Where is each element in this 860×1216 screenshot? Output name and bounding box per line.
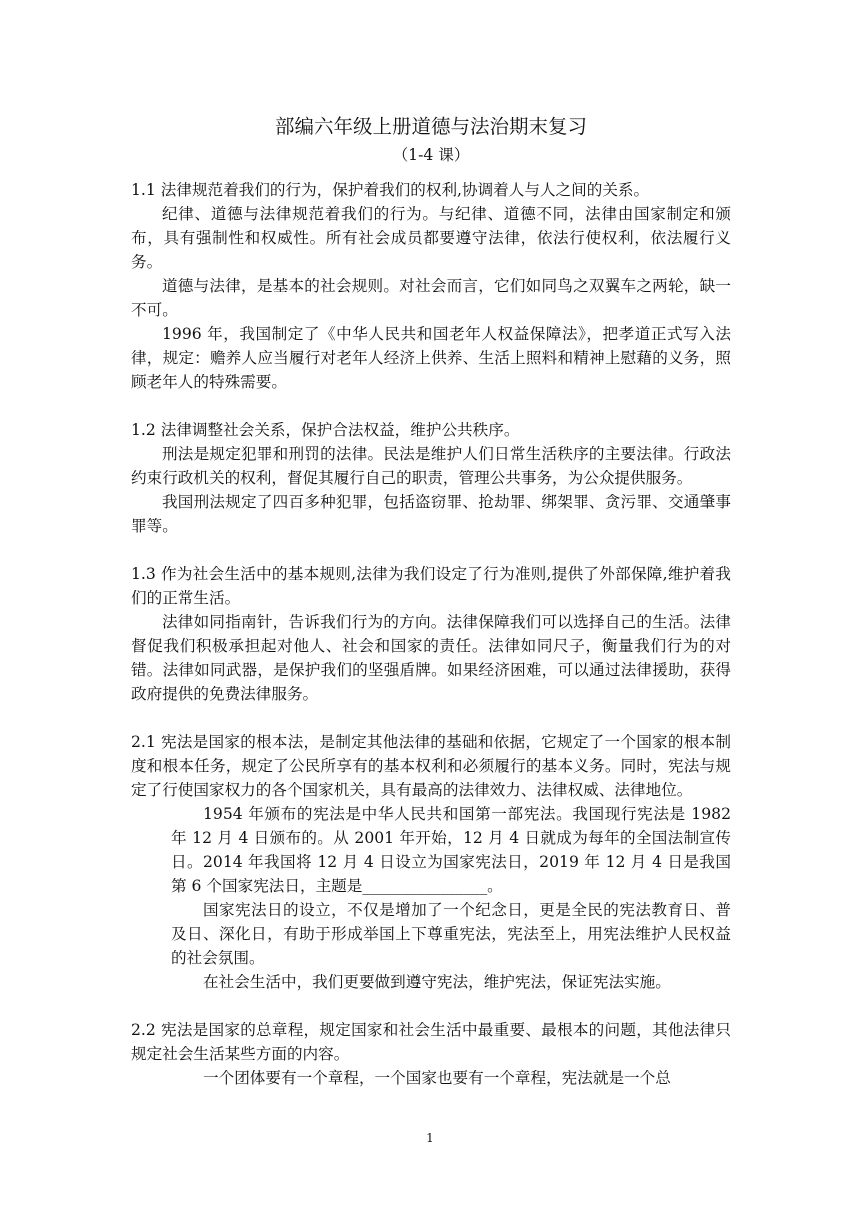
section-heading: 1.3 作为社会生活中的基本规则,法律为我们设定了行为准则,提供了外部保障,维护着我们的正常生活。 xyxy=(131,565,731,607)
paragraph: 1954 年颁布的宪法是中华人民共和国第一部宪法。我国现行宪法是 1982 年 12 月 4 日颁布的。从 2001 年开始，12 月 4 日就成为每年的全国法制宣传日。2014 年我国将 12 月 4 日设立为国家宪法日，2019 年 12 月 4 日是我国第 6 个国家宪法日，主题是________________。 xyxy=(171,805,731,895)
paragraph: 道德与法律，是基本的社会规则。对社会而言，它们如同鸟之双翼车之两轮，缺一不可。 xyxy=(131,277,731,319)
page-subtitle: （1-4 课） xyxy=(392,146,470,164)
paragraph: 国家宪法日的设立，不仅是增加了一个纪念日，更是全民的宪法教育日、普及日、深化日，有助于形成举国上下尊重宪法，宪法至上，用宪法维护人民权益的社会氛围。 xyxy=(171,901,731,967)
paragraph: 在社会生活中，我们更要做到遵守宪法，维护宪法，保证宪法实施。 xyxy=(203,973,671,991)
page-content xyxy=(131,112,731,1090)
section-1-2 xyxy=(131,418,731,538)
section-1-3 xyxy=(131,562,731,706)
section-heading: 2.1 宪法是国家的根本法，是制定其他法律的基础和依据，它规定了一个国家的根本制度和根本任务，规定了公民所享有的基本权利和必须履行的基本义务。同时，宪法与规定了行使国家权力的各个国家机关，具有最高的法律效力、法律权威、法律地位。 xyxy=(131,733,731,799)
paragraph: 我国刑法规定了四百多种犯罪，包括盗窃罪、抢劫罪、绑架罪、贪污罪、交通肇事罪等。 xyxy=(131,493,731,535)
section-2-2 xyxy=(131,1018,731,1090)
paragraph: 法律如同指南针，告诉我们行为的方向。法律保障我们可以选择自己的生活。法律督促我们积极承担起对他人、社会和国家的责任。法律如同尺子，衡量我们行为的对错。法律如同武器，是保护我们的坚强盾牌。如果经济困难，可以通过法律援助，获得政府提供的免费法律服务。 xyxy=(131,613,731,703)
paragraph: 纪律、道德与法律规范着我们的行为。与纪律、道德不同，法律由国家制定和颁布，具有强制性和权威性。所有社会成员都要遵守法律，依法行使权利，依法履行义务。 xyxy=(131,205,731,271)
paragraph: 1996 年，我国制定了《中华人民共和国老年人权益保障法》，把孝道正式写入法律，规定：赡养人应当履行对老年人经济上供养、生活上照料和精神上慰藉的义务，照顾老年人的特殊需要。 xyxy=(131,325,731,391)
section-2-1 xyxy=(131,730,731,994)
page-title: 部编六年级上册道德与法治期末复习 xyxy=(274,115,587,138)
section-1-1 xyxy=(131,178,731,394)
paragraph: 刑法是规定犯罪和刑罚的法律。民法是维护人们日常生活秩序的主要法律。行政法约束行政机关的权利，督促其履行自己的职责，管理公共事务，为公众提供服务。 xyxy=(131,445,731,487)
page-number: 1 xyxy=(426,1131,434,1145)
paragraph: 一个团体要有一个章程，一个国家也要有一个章程，宪法就是一个总 xyxy=(203,1069,671,1087)
section-heading: 2.2 宪法是国家的总章程，规定国家和社会生活中最重要、最根本的问题，其他法律只规定社会生活某些方面的内容。 xyxy=(131,1021,731,1063)
section-heading: 1.2 法律调整社会关系，保护合法权益，维护公共秩序。 xyxy=(131,421,520,439)
section-heading: 1.1 法律规范着我们的行为，保护着我们的权利,协调着人与人之间的关系。 xyxy=(131,181,650,199)
